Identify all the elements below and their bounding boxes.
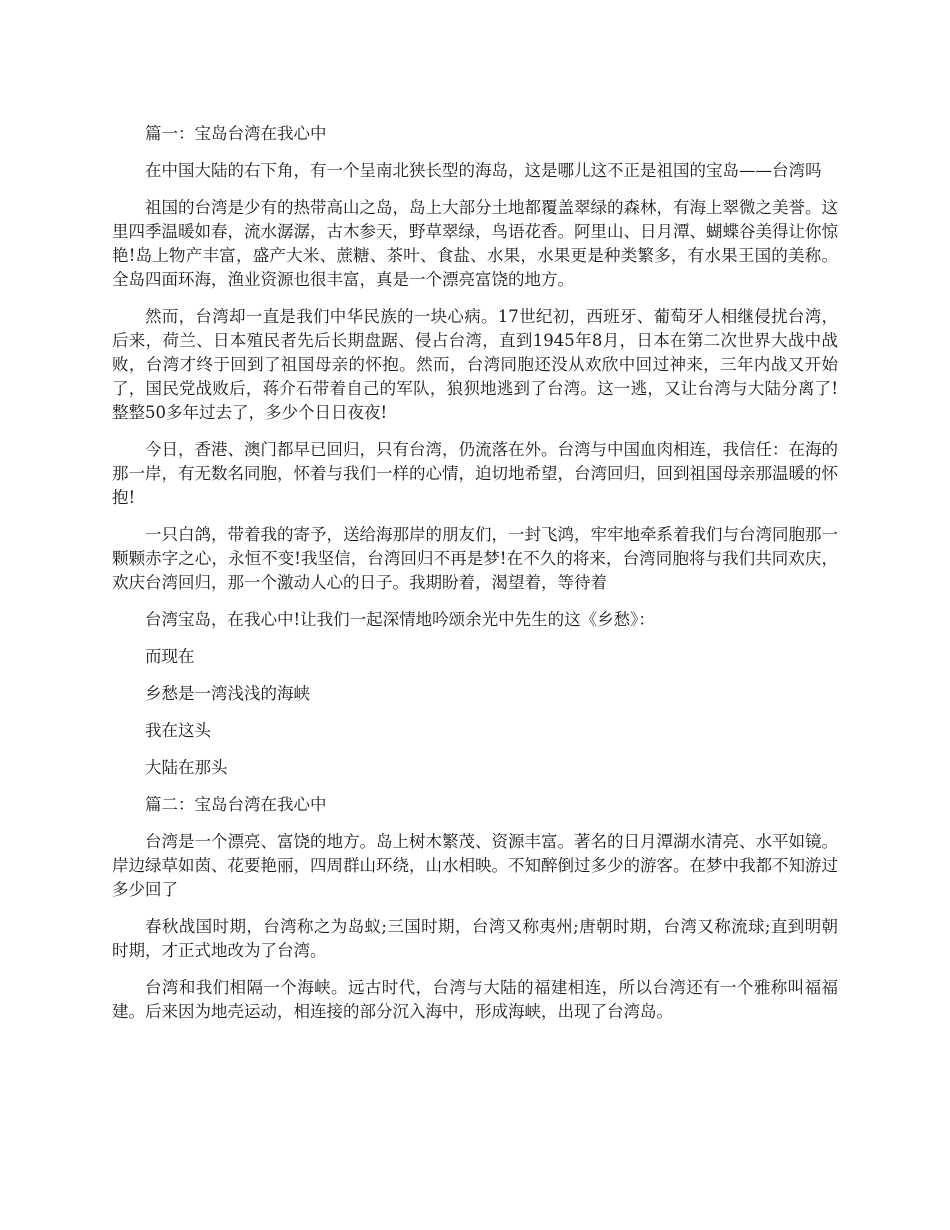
document-body bbox=[112, 122, 838, 1037]
paragraph: 台湾和我们相隔一个海峡。远古时代，台湾与大陆的福建相连，所以台湾还有一个雅称叫福福建。后来因为地壳运动，相连接的部分沉入海中，形成海峡，出现了台湾岛。 bbox=[112, 978, 838, 1021]
paragraph: 一只白鸽，带着我的寄予，送给海那岸的朋友们，一封飞鸿，牢牢地牵系着我们与台湾同胞那一颗颗赤字之心，永恒不变!我坚信，台湾回归不再是梦!在不久的将来，台湾同胞将与我们共同欢庆，欢庆台湾回归，那一个激动人心的日子。我期盼着，渴望着，等待着 bbox=[112, 525, 838, 592]
heading-part-two: 篇二：宝岛台湾在我心中 bbox=[145, 795, 327, 814]
poem-line: 乡愁是一湾浅浅的海峡 bbox=[145, 684, 310, 703]
poem-line: 我在这头 bbox=[145, 721, 211, 740]
paragraph: 在中国大陆的右下角，有一个呈南北狭长型的海岛，这是哪儿这不正是祖国的宝岛——台湾吗 bbox=[145, 161, 822, 180]
paragraph: 春秋战国时期，台湾称之为岛蚁;三国时期，台湾又称夷州;唐朝时期，台湾又称流球;直到明朝时期，才正式地改为了台湾。 bbox=[112, 917, 838, 960]
paragraph: 台湾是一个漂亮、富饶的地方。岛上树木繁茂、资源丰富。著名的日月潭湖水清亮、水平如镜。岸边绿草如茵、花要艳丽，四周群山环绕，山水相映。不知醉倒过多少的游客。在梦中我都不知游过多少回了 bbox=[112, 832, 838, 899]
paragraph: 然而，台湾却一直是我们中华民族的一块心病。17世纪初，西班牙、葡萄牙人相继侵扰台湾，后来，荷兰、日本殖民者先后长期盘踞、侵占台湾，直到1945年8月，日本在第二次世界大战中战败，台湾才终于回到了祖国母亲的怀抱。然而，台湾同胞还没从欢欣中回过神来，三年内战又开始了，国民党战败后，蒋介石带着自己的军队，狼狈地逃到了台湾。这一逃，又让台湾与大陆分离了!整整50多年过去了，多少个日日夜夜! bbox=[112, 307, 838, 422]
poem-line: 大陆在那头 bbox=[145, 758, 228, 777]
paragraph: 今日，香港、澳门都早已回归，只有台湾，仍流落在外。台湾与中国血肉相连，我信任：在海的那一岸，有无数名同胞，怀着与我们一样的心情，迫切地希望，台湾回归，回到祖国母亲那温暖的怀抱! bbox=[112, 440, 838, 507]
paragraph: 祖国的台湾是少有的热带高山之岛，岛上大部分土地都覆盖翠绿的森林，有海上翠微之美誉。这里四季温暖如春，流水潺潺，古木参天，野草翠绿，鸟语花香。阿里山、日月潭、蝴蝶谷美得让你惊艳!岛上物产丰富，盛产大米、蔗糖、茶叶、食盐、水果，水果更是种类繁多，有水果王国的美称。全岛四面环海，渔业资源也很丰富，真是一个漂亮富饶的地方。 bbox=[112, 198, 838, 289]
poem-line: 而现在 bbox=[145, 647, 195, 666]
paragraph: 台湾宝岛，在我心中!让我们一起深情地吟颂余光中先生的这《乡愁》： bbox=[145, 610, 655, 629]
heading-part-one: 篇一：宝岛台湾在我心中 bbox=[145, 124, 327, 143]
